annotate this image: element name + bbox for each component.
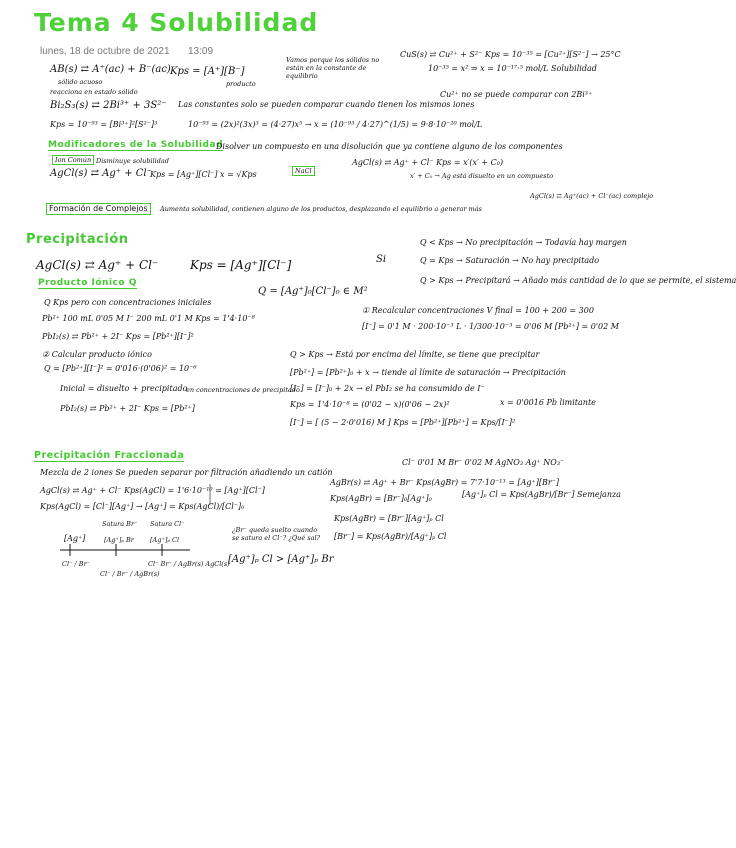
ionic-product-heading: Producto Iónico Q [38, 278, 137, 288]
agcl-line: AgCl(s) ⇄ Ag⁺ + Cl⁻ Kps(AgCl) = 1'6·10⁻¹⁰ = [Ag⁺][Cl⁻] [40, 486, 265, 495]
example-limit: [Pb²⁺] = [Pb²⁺]₀ + x → tiende al límite de saturación → Precipitación [290, 368, 566, 377]
example-step1b: [I⁻] = 0'1 M · 200·10⁻³ L · 1/300·10⁻³ = 0'06 M [Pb²⁺] = 0'02 M [362, 322, 619, 331]
agcl-equation: AgCl(s) ⇄ Ag⁺ + Cl⁻ [50, 168, 152, 179]
kps-relation: Kps(AgCl) = [Cl⁻][Ag⁺] → [Ag⁺] = Kps(AgCl)/[Cl⁻]₀ [40, 502, 245, 511]
page-title: Tema 4 Solubilidad [34, 8, 319, 37]
nacl-label: NaCl [292, 166, 315, 176]
example-q: Q = [Pb²⁺][I⁻]² = 0'016·(0'06)² = 10⁻⁶ [44, 364, 197, 373]
kps-definition: Kps = [A⁺][B⁻] [170, 66, 245, 77]
cus-calculation: 10⁻³⁵ = x² ⇒ x = 10⁻¹⁷·⁵ mol/L Solubilidad [428, 64, 597, 73]
bi-calculation: 10⁻⁹³ = (2x)²(3x)³ = (4·27)x⁵ → x = (10⁻⁹³ / 4·27)^(1/5) = 9·8·10⁻²⁰ mol/L [188, 120, 483, 129]
example-initial-tail: en concentraciones de precipitado [186, 386, 300, 394]
fraccionada-heading: Precipitación Fraccionada [34, 450, 185, 461]
fraccionada-intro: Mezcla de 2 iones Se pueden separar por filtración añadiendo un catión [40, 468, 333, 477]
example-step2: ② Calcular producto iónico [42, 350, 152, 359]
example-equation: PbI₂(s) ⇄ Pb²⁺ + 2I⁻ Kps = [Pb²⁺][I⁻]² [42, 332, 194, 341]
modifiers-desc: Disolver un compuesto en una disolución que ya contiene alguno de los componentes [216, 142, 563, 151]
precipitation-heading: Precipitación [26, 232, 129, 247]
axis-top-br: Satura Br⁻ [102, 520, 138, 528]
complex-tail: AgCl(s) ⇄ Ag⁺(ac) + Cl⁻(ac) complejo [530, 192, 654, 200]
axis-label-ag: [Ag⁺] [64, 534, 86, 543]
kps-definition-sub: producto [226, 80, 256, 88]
axis-label-ag-br: [Ag⁺]ₚ Br [104, 536, 134, 544]
common-ion-desc: Disminuye solubilidad [96, 157, 169, 165]
example-final: [I⁻] = [ (5 − 2·0'016) M ] Kps = [Pb²⁺][Pb²⁺] = Kps/[I⁻]² [290, 418, 516, 427]
bi-compare-tail: Cu²⁺ no se puede comparar con 2Bi³⁺ [440, 90, 593, 99]
ionic-definition: Q = [Ag⁺]₀[Cl⁻]₀ ∈ M² [258, 286, 368, 297]
example-step1: ① Recalcular concentraciones V final = 100 + 200 = 300 [362, 306, 594, 315]
note-time: 13:09 [188, 46, 214, 57]
si-label: Si [376, 254, 387, 265]
below-axis-2: Cl⁻ / Br⁻ / AgBr(s) [100, 570, 160, 578]
br-box: [Br⁻] = Kps(AgBr)/[Ag⁺]ₚ Cl [334, 532, 447, 541]
agcl-kps: Kps = [Ag⁺][Cl⁻] x = √Kps [150, 170, 257, 179]
case-q-equal: Q = Kps → Saturación → No hay precipitado [420, 256, 600, 265]
note-reaction: reacciona en estado sólido [50, 88, 138, 96]
example-x: x = 0'0016 Pb limitante [500, 398, 596, 407]
fraccionada-question: ¿Br⁻ queda suelto cuando se satura el Cl⁻? ¿Qué sal? [232, 526, 321, 542]
axis-top-cl: Satura Cl⁻ [150, 520, 185, 528]
note-date: lunes, 18 de octubre de 2021 [40, 46, 170, 57]
eq-general-sub: sólido acuoso [58, 78, 103, 86]
case-q-less: Q < Kps → No precipitación → Todavía hay margen [420, 238, 627, 247]
common-ion-label: Ion Común [52, 155, 94, 165]
agbr-line: AgBr(s) ⇄ Ag⁺ + Br⁻ Kps(AgBr) = 7'7·10⁻¹³ = [Ag⁺][Br⁻] [330, 478, 560, 487]
example-kps-equation: Kps = 1'4·10⁻⁸ = (0'02 − x)(0'06 − 2x)² [290, 400, 450, 409]
note-only-products: Vamos porque los sólidos no están en la constante de equilibrio [286, 56, 380, 80]
bi-kps: Kps = 10⁻⁹³ = [Bi³⁺]²[S²⁻]³ [50, 120, 158, 129]
example-initial: Inicial = disuelto + precipitado [60, 384, 188, 393]
below-axis-1: Cl⁻ / Br⁻ [62, 560, 91, 568]
example-data: Pb²⁺ 100 mL 0'05 M I⁻ 200 mL 0'1 M Kps = 1'4·10⁻⁸ [42, 314, 255, 323]
complex-desc: Aumenta solubilidad, contienen alguno de los productos, desplazando el equilibrio a generar más [160, 205, 482, 213]
example-last: PbI₂(s) ⇄ Pb²⁺ + 2I⁻ Kps = [Pb²⁺] [60, 404, 195, 413]
example-limit2: [I⁻] = [I⁻]₀ + 2x → el PbI₂ se ha consumido de I⁻ [290, 384, 485, 393]
case-q-greater: Q > Kps → Precipitará → Añado más cantidad de lo que se permite, el sistema [420, 276, 736, 285]
below-axis-3: Cl⁻ Br⁻ / AgBr(s) AgCl(s) [148, 560, 230, 568]
fraccionada-compare: [Ag⁺]ₚ Cl > [Ag⁺]ₚ Br [228, 554, 334, 565]
complex-label: Formación de Complejos [46, 203, 151, 215]
bi-compare-note: Las constantes solo se pueden comparar cuando tienen los mismos iones [178, 100, 475, 109]
precipitation-kps: Kps = [Ag⁺][Cl⁻] [190, 258, 292, 272]
kps-agbr-box: Kps(AgBr) = [Br⁻][Ag⁺]ₚ Cl [334, 514, 444, 523]
axis-label-ag-cl: [Ag⁺]ₚ Cl [150, 536, 180, 544]
cus-equation: CuS(s) ⇄ Cu²⁺ + S²⁻ Kps = 10⁻³⁵ = [Cu²⁺][S²⁻] → 25°C [400, 50, 621, 59]
precipitation-equation: AgCl(s) ⇄ Ag⁺ + Cl⁻ [36, 258, 159, 272]
eq-general: AB(s) ⇄ A⁺(ac) + B⁻(ac) [50, 64, 171, 75]
kps-relation2: Kps(AgBr) = [Br⁻]₀[Ag⁺]₀ [330, 494, 432, 503]
agcl-common-ion-sub: x′ + C₀ → Ag está disuelto en un compuesto [410, 172, 554, 180]
fraccionada-ions: Cl⁻ 0'01 M Br⁻ 0'02 M AgNO₃ Ag⁺ NO₃⁻ [402, 458, 565, 467]
bi-equation: Bi₂S₃(s) ⇄ 2Bi³⁺ + 3S²⁻ [50, 100, 167, 111]
modifiers-heading: Modificadores de la Solubilidad [48, 140, 224, 150]
ionic-desc: Q Kps pero con concentraciones iniciales [44, 298, 212, 307]
agcl-common-ion: AgCl(s) ⇄ Ag⁺ + Cl⁻ Kps = x′(x′ + C₀) [352, 158, 504, 167]
example-q-result: Q > Kps → Está por encima del límite, se tiene que precipitar [290, 350, 540, 359]
ag-ratio: [Ag⁺]ₚ Cl = Kps(AgBr)/[Br⁻] Semejanza [462, 490, 621, 499]
